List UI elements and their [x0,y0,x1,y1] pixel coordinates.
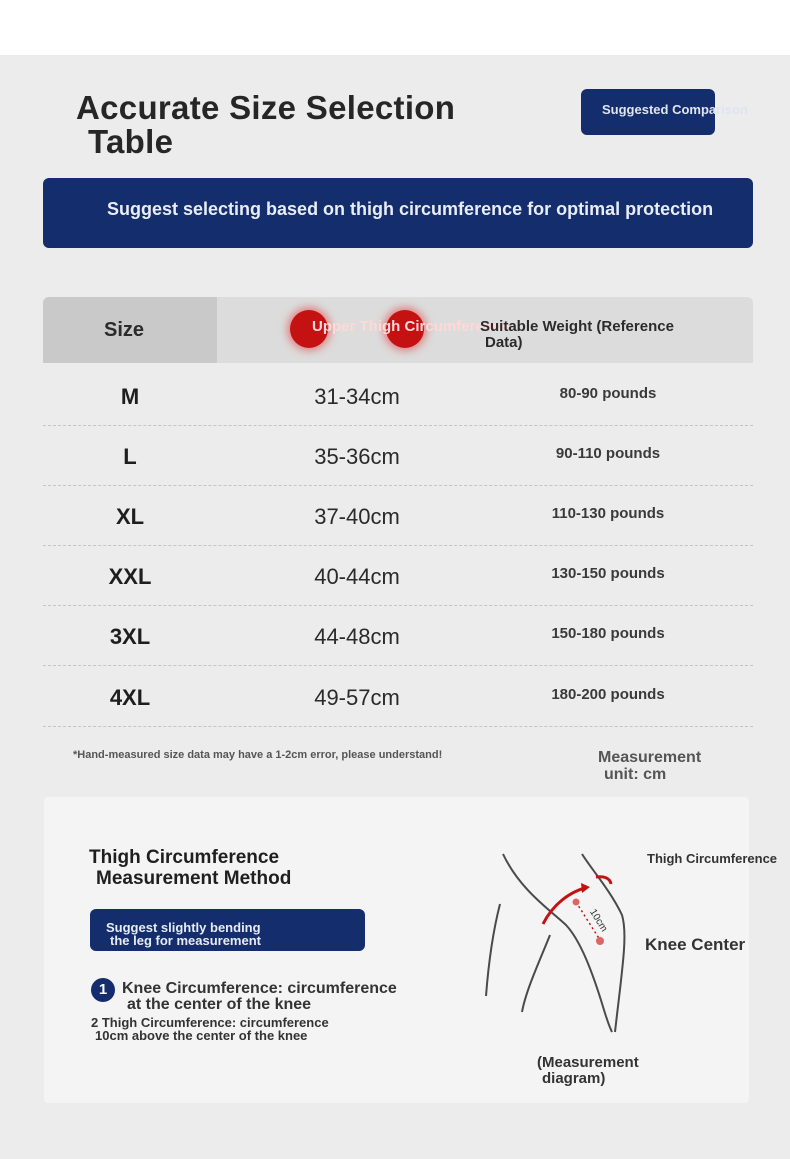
weight-cell: 150-180 pounds [551,625,665,642]
leg-outline-inner [522,935,550,1012]
circumference-cell: 37-40cm [314,504,400,529]
recommendation-banner-text: Suggest selecting based on thigh circumference for optimal protection [107,199,714,219]
table-row [43,365,753,426]
circumference-cell: 35-36cm [314,444,400,469]
diagram-caption-line2: diagram) [542,1070,606,1087]
arc-arrow-head [581,883,590,893]
circumference-cell: 44-48cm [314,624,400,649]
diagram-caption-line1: (Measurement [537,1054,639,1071]
step-one-badge: 1 [91,978,115,1002]
thigh-circumference-label: Thigh Circumference [647,851,778,866]
page-title-line2: Table [88,123,174,160]
top-white-strip [0,0,790,55]
size-cell: XL [115,504,145,529]
weight-cell: 80-90 pounds [559,385,657,402]
method-title [89,847,389,889]
size-header-label: Size [104,319,145,341]
measurement-unit-line2: unit: cm [604,766,667,783]
bend-tip-line1: Suggest slightly bending [106,920,261,935]
weight-cell: 180-200 pounds [551,686,665,703]
ten-cm-label: 10cm [587,907,610,934]
method-title-line2: Measurement Method [96,868,292,889]
thigh-circumference-definition [91,1016,411,1042]
weight-cell: 130-150 pounds [551,565,665,582]
suggested-comparison-label[interactable]: Suggested Comparison [602,102,748,117]
weight-header-line2: Data) [485,334,523,351]
leg-measurement-diagram [470,840,660,1040]
circumference-cell: 40-44cm [314,564,400,589]
bend-tip-line2: the leg for measurement [110,933,261,948]
thigh-def-line2: 10cm above the center of the knee [95,1028,308,1043]
thigh-point [573,899,580,906]
weight-cell: 90-110 pounds [555,445,661,462]
circumference-cell: 31-34cm [314,384,400,409]
measurement-unit-line1: Measurement [598,749,702,766]
table-row [43,425,753,486]
table-row [43,605,753,666]
weight-header-line1: Suitable Weight (Reference [480,318,674,335]
leg-outline-back [503,854,612,1032]
size-cell: XXL [108,564,152,589]
thigh-measure-arc [543,888,585,924]
weight-header-label [480,319,740,351]
page-title [76,91,546,159]
table-row [43,666,753,727]
page-title-line1: Accurate Size Selection [76,89,456,126]
knee-circumference-definition [122,981,462,1013]
bend-leg-tip-text [106,921,356,947]
method-title-line1: Thigh Circumference [89,847,280,868]
size-cell: 4XL [109,685,151,710]
knee-def-line2: at the center of the knee [127,996,312,1013]
circumference-cell: 49-57cm [314,685,400,710]
knee-point [596,937,604,945]
knee-center-label: Knee Center [645,935,746,954]
size-cell: 3XL [109,624,151,649]
measurement-unit [598,749,738,783]
circumference-header-label: Upper Thigh Circumference [312,318,510,335]
leg-outline-calf [486,904,500,996]
knee-def-line1: Knee Circumference: circumference [122,980,397,997]
table-row [43,545,753,606]
thigh-def-line1: 2 Thigh Circumference: circumference [91,1015,329,1030]
table-row [43,485,753,546]
diagram-caption [537,1055,687,1087]
error-footnote: *Hand-measured size data may have a 1-2cm error, please understand! [73,749,443,761]
weight-cell: 110-130 pounds [551,505,665,522]
size-cell: M [120,384,140,409]
size-cell: L [123,444,137,469]
